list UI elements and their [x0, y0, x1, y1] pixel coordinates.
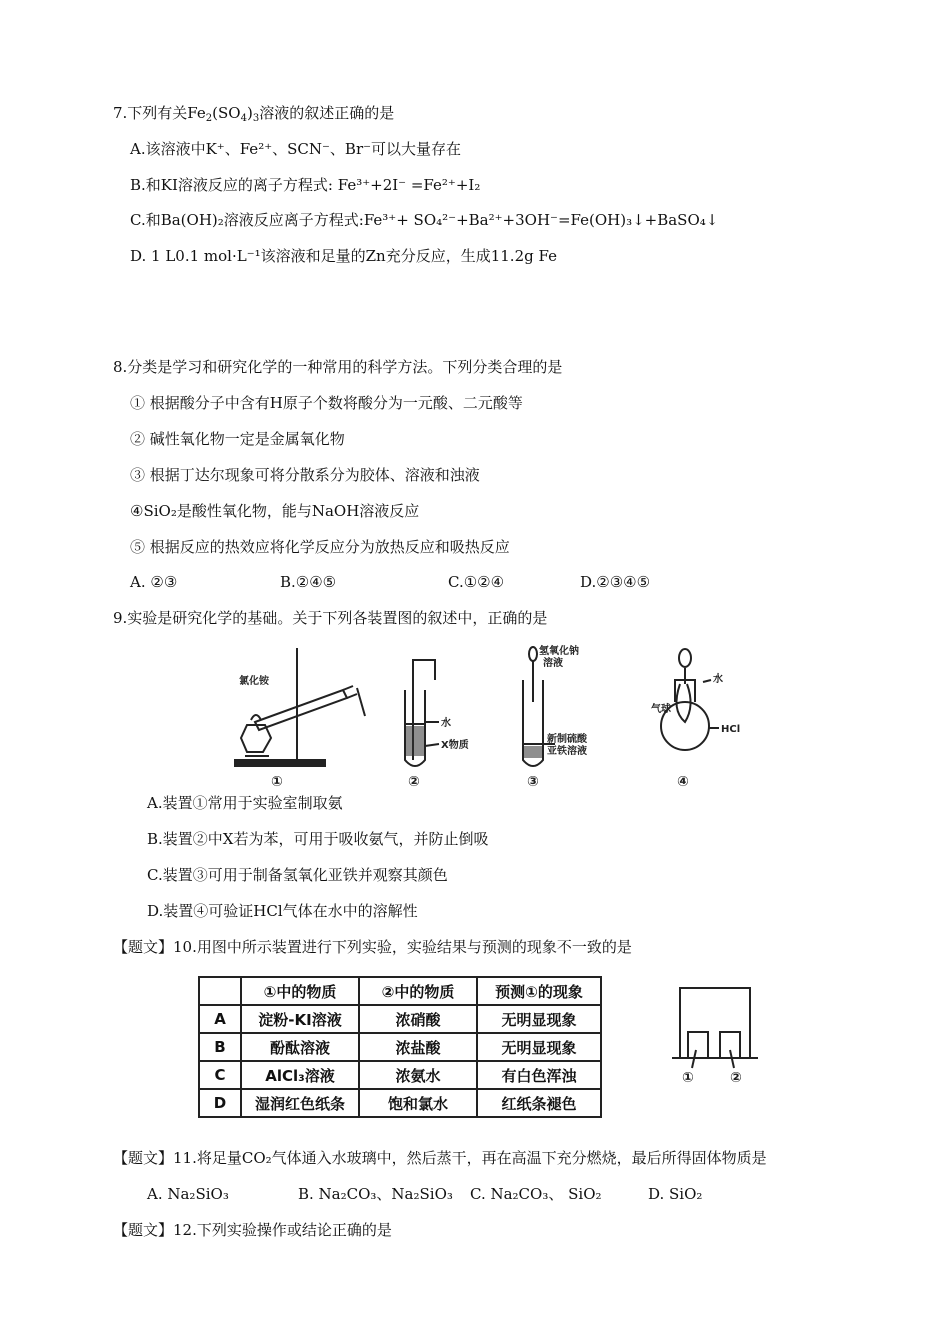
- label-hcl: HCl: [721, 724, 741, 735]
- table-header-cell: ①中的物质: [241, 977, 359, 1005]
- table-header-cell: [199, 977, 241, 1005]
- figure-number-1: ①: [271, 774, 283, 790]
- table-cell: 湿润红色纸条: [241, 1089, 359, 1117]
- table-cell: 有白色浑浊: [477, 1061, 601, 1089]
- table-cell: 饱和氯水: [359, 1089, 477, 1117]
- label-naoh-2: 溶液: [543, 658, 563, 669]
- table-cell: 酚酞溶液: [241, 1033, 359, 1061]
- q8-option-b: B.②④⑤: [280, 573, 337, 591]
- table-cell: 浓盐酸: [359, 1033, 477, 1061]
- q9-stem: 9.实验是研究化学的基础。关于下列各装置图的叙述中，正确的是: [113, 609, 548, 627]
- q10-stem: 【题文】10.用图中所示装置进行下列实验，实验结果与预测的现象不一致的是: [113, 938, 632, 956]
- table-cell: B: [199, 1033, 241, 1061]
- q7-option-c: C.和Ba(OH)₂溶液反应离子方程式:Fe³⁺+ SO₄²⁻+Ba²⁺+3OH⁻=Fe(OH)₃↓+BaSO₄↓: [130, 211, 719, 229]
- table-cell: AlCl₃溶液: [241, 1061, 359, 1089]
- q9-option-a: A.装置①常用于实验室制取氨: [147, 794, 343, 812]
- label-naoh-1: 氢氧化钠: [539, 646, 579, 657]
- table-cell: 淀粉-KI溶液: [241, 1005, 359, 1033]
- table-row: [199, 1089, 601, 1117]
- q8-item-1: ① 根据酸分子中含有H原子个数将酸分为一元酸、二元酸等: [130, 394, 523, 412]
- label-water-2: 水: [713, 674, 723, 685]
- table-row: [199, 1005, 601, 1033]
- label-x-substance: X物质: [441, 740, 469, 751]
- q9-apparatus-figure: [225, 640, 741, 792]
- label-feso4-2: 亚铁溶液: [547, 746, 587, 757]
- q10-apparatus-figure: [668, 984, 768, 1090]
- q8-stem: 8.分类是学习和研究化学的一种常用的科学方法。下列分类合理的是: [113, 358, 563, 376]
- q8-option-a: A. ②③: [130, 573, 178, 591]
- q7-stem: 7.下列有关$Fe_2(SO_4)_3$溶液的叙述正确的是: [113, 104, 395, 124]
- table-cell: 红纸条褪色: [477, 1089, 601, 1117]
- q8-item-2: ② 碱性氧化物一定是金属氧化物: [130, 430, 345, 448]
- q11-option-d: D. SiO₂: [648, 1185, 703, 1203]
- q8-option-c: C.①②④: [448, 573, 505, 591]
- label-ammonium-chloride: 氯化铵: [239, 676, 269, 687]
- q9-option-b: B.装置②中X若为苯，可用于吸收氨气，并防止倒吸: [147, 830, 489, 848]
- table-header-row: [199, 977, 601, 1005]
- q7-option-d: D. 1 L0.1 mol·L⁻¹该溶液和足量的Zn充分反应，生成11.2g Fe: [130, 247, 557, 265]
- q10-table: [198, 976, 602, 1118]
- table-cell: 浓氨水: [359, 1061, 477, 1089]
- label-feso4-1: 新制硫酸: [547, 734, 587, 745]
- table-header-cell: 预测①的现象: [477, 977, 601, 1005]
- q7-option-b: B.和KI溶液反应的离子方程式: Fe³⁺+2I⁻ =Fe²⁺+I₂: [130, 176, 481, 194]
- table-row: [199, 1061, 601, 1089]
- table-cell: 无明显现象: [477, 1033, 601, 1061]
- q8-item-3: ③ 根据丁达尔现象可将分散系分为胶体、溶液和浊液: [130, 466, 480, 484]
- q7-option-a: A.该溶液中K⁺、Fe²⁺、SCN⁻、Br⁻可以大量存在: [130, 140, 462, 158]
- label-water: 水: [441, 718, 451, 729]
- q12-stem: 【题文】12.下列实验操作或结论正确的是: [113, 1221, 392, 1239]
- table-cell: C: [199, 1061, 241, 1089]
- q8-item-4: ④SiO₂是酸性氧化物，能与NaOH溶液反应: [130, 502, 420, 520]
- table-cell: 浓硝酸: [359, 1005, 477, 1033]
- q8-option-d: D.②③④⑤: [580, 573, 651, 591]
- q9-option-c: C.装置③可用于制备氢氧化亚铁并观察其颜色: [147, 866, 448, 884]
- q11-stem: 【题文】11.将足量CO₂气体通入水玻璃中，然后蒸干，再在高温下充分燃烧，最后所得固体物质是: [113, 1149, 767, 1167]
- q8-item-5: ⑤ 根据反应的热效应将化学反应分为放热反应和吸热反应: [130, 538, 510, 556]
- q9-option-d: D.装置④可验证HCl气体在水中的溶解性: [147, 902, 418, 920]
- figure-number-4: ④: [677, 774, 689, 790]
- label-balloon: 气球: [651, 704, 671, 715]
- q11-option-a: A. Na₂SiO₃: [147, 1185, 229, 1203]
- table-header-cell: ②中的物质: [359, 977, 477, 1005]
- figure-number-2: ②: [730, 1070, 742, 1086]
- table-row: [199, 1033, 601, 1061]
- figure-number-1: ①: [682, 1070, 694, 1086]
- table-cell: D: [199, 1089, 241, 1117]
- table-cell: 无明显现象: [477, 1005, 601, 1033]
- q11-option-b: B. Na₂CO₃、Na₂SiO₃: [298, 1185, 453, 1203]
- q11-option-c: C. Na₂CO₃、 SiO₂: [470, 1185, 602, 1203]
- figure-number-3: ③: [527, 774, 539, 790]
- figure-number-2: ②: [408, 774, 420, 790]
- table-cell: A: [199, 1005, 241, 1033]
